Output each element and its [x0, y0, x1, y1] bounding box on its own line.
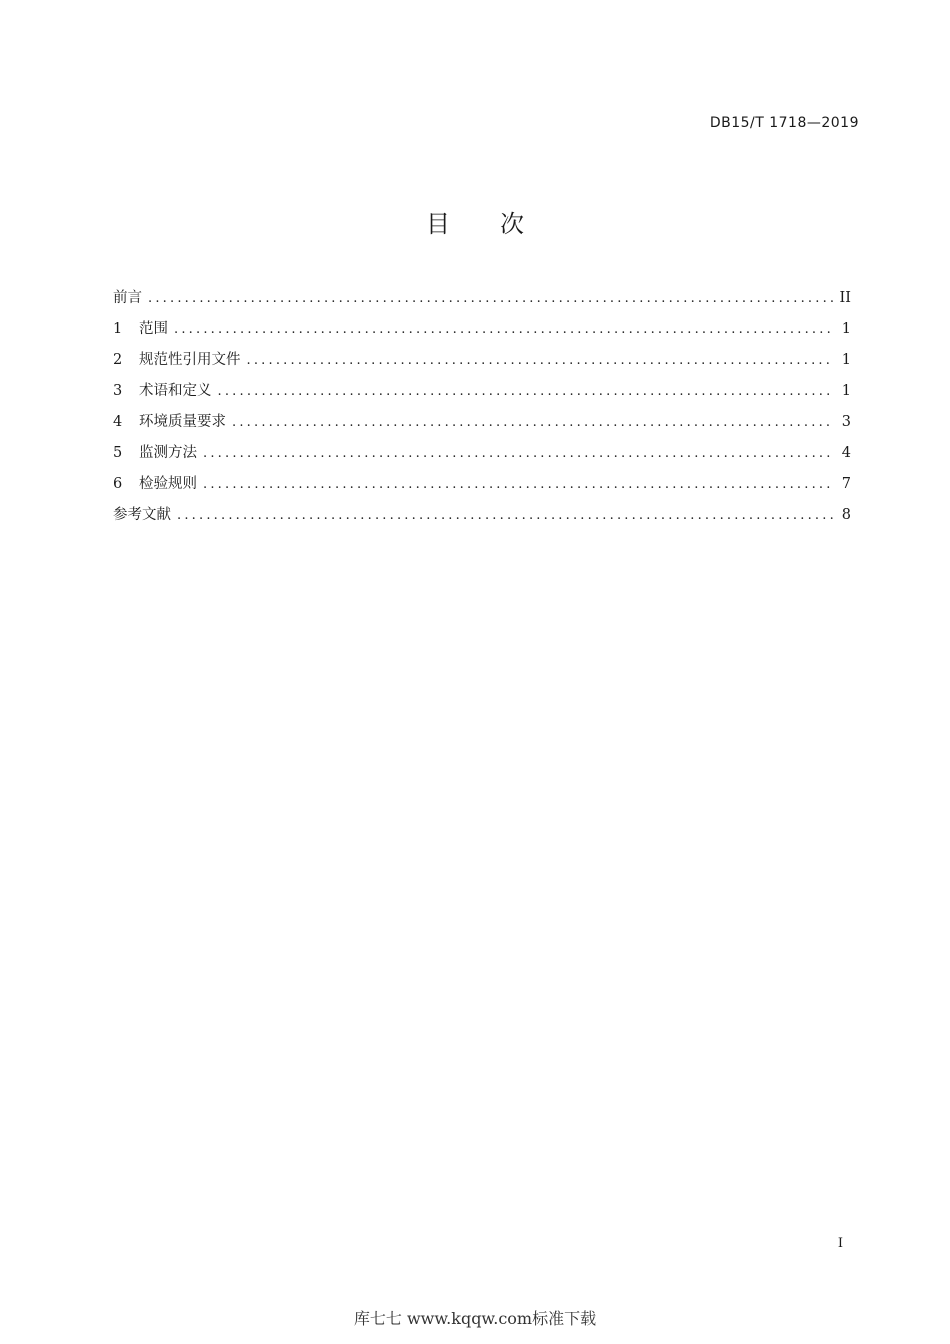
toc-dot-leader [148, 283, 833, 314]
toc-title-char-2: 次 [500, 210, 524, 238]
toc-entry-label: 环境质量要求 [139, 414, 226, 430]
toc-entry-page: 1 [841, 321, 851, 337]
toc-entry-foreword[interactable] [113, 283, 851, 314]
toc-entry-inspection-rules[interactable] [113, 469, 851, 500]
toc-entry-number: 4 [113, 414, 123, 430]
toc-dot-leader [174, 314, 833, 345]
toc-entry-label: 参考文献 [113, 507, 171, 523]
toc-entry-number: 1 [113, 321, 123, 337]
toc-entry-normative-references[interactable] [113, 345, 851, 376]
toc-title [0, 206, 950, 242]
toc-entry-label: 规范性引用文件 [139, 352, 241, 368]
toc-dot-leader [232, 407, 833, 438]
toc-dot-leader [218, 376, 834, 407]
toc-dot-leader [203, 438, 833, 469]
toc-entry-number: 2 [113, 352, 123, 368]
toc-entry-label: 术语和定义 [139, 383, 212, 399]
toc-entry-label: 范围 [139, 321, 168, 337]
toc-entry-page: 4 [841, 445, 851, 461]
table-of-contents [113, 283, 851, 531]
toc-entry-page: 8 [841, 507, 851, 523]
toc-entry-bibliography[interactable] [113, 500, 851, 531]
toc-entry-number: 3 [113, 383, 123, 399]
toc-entry-page: 1 [841, 383, 851, 399]
toc-entry-page: 1 [841, 352, 851, 368]
toc-entry-label: 检验规则 [139, 476, 197, 492]
toc-title-char-1: 目 [426, 210, 450, 238]
toc-dot-leader [203, 469, 833, 500]
toc-entry-environmental-requirements[interactable] [113, 407, 851, 438]
toc-dot-leader [247, 345, 834, 376]
toc-entry-page: 3 [841, 414, 851, 430]
toc-dot-leader [177, 500, 833, 531]
document-code: DB15/T 1718—2019 [709, 115, 859, 131]
page-number: I [837, 1236, 843, 1251]
toc-entry-monitoring-methods[interactable] [113, 438, 851, 469]
toc-entry-label: 前言 [113, 290, 142, 306]
toc-entry-terms-definitions[interactable] [113, 376, 851, 407]
footer-watermark: 库七七 www.kqqw.com标准下载 [353, 1309, 597, 1328]
toc-entry-scope[interactable] [113, 314, 851, 345]
toc-entry-page: 7 [841, 476, 851, 492]
toc-entry-number: 5 [113, 445, 123, 461]
toc-entry-page: II [839, 290, 851, 306]
toc-entry-number: 6 [113, 476, 123, 492]
toc-entry-label: 监测方法 [139, 445, 197, 461]
